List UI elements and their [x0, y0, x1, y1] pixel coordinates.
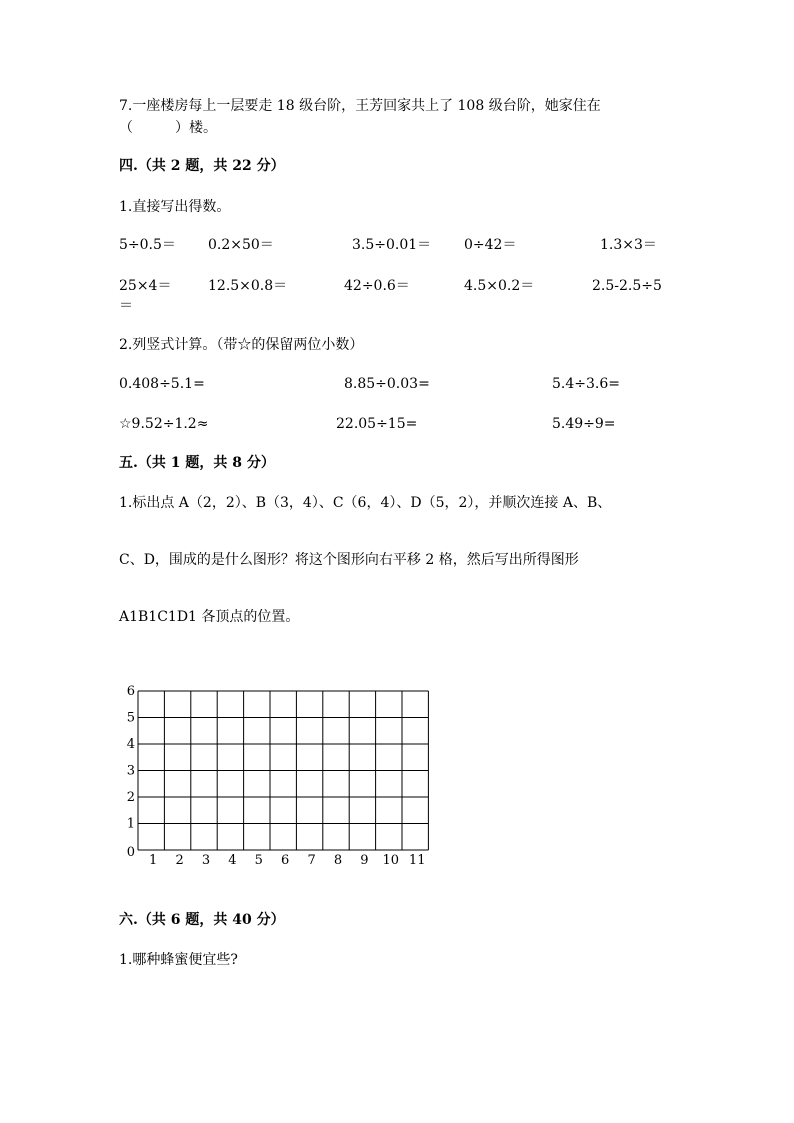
section4-title: 四.（共 2 题，共 22 分） [119, 158, 285, 174]
calc-item: 4.5×0.2＝ [464, 278, 535, 294]
section5-q1-line2: C、D，围成的是什么图形？将这个图形向右平移 2 格，然后写出所得图形 [119, 552, 579, 568]
y-axis-tick-label: 0 [126, 845, 135, 860]
vertical-calc-item: 5.49÷9= [552, 416, 616, 432]
calc-item: 0.2×50＝ [208, 237, 274, 253]
section4-q2-title: 2.列竖式计算。（带☆的保留两位小数） [119, 337, 364, 353]
y-axis-tick-label: 2 [126, 790, 135, 805]
calc-item: 2.5-2.5÷5 [592, 278, 662, 294]
vertical-calc-item: ☆9.52÷1.2≈ [119, 416, 209, 432]
y-axis-tick-label: 6 [126, 684, 135, 699]
x-axis-tick-label: 8 [333, 853, 343, 868]
vertical-calc-item: 8.85÷0.03= [344, 376, 430, 392]
calc-item: 0÷42＝ [464, 237, 517, 253]
y-axis-tick-label: 5 [126, 710, 135, 726]
x-axis-tick-label: 7 [307, 853, 316, 868]
x-axis-tick-label: 3 [201, 853, 211, 868]
calc-item: 42÷0.6＝ [344, 278, 410, 294]
vertical-calc-item: 0.408÷5.1= [119, 376, 205, 392]
section6-title: 六.（共 6 题，共 40 分） [119, 912, 285, 928]
section5-title: 五.（共 1 题，共 8 分） [119, 455, 275, 471]
calc-item-wrap: ＝ [119, 298, 133, 314]
calc-item: 12.5×0.8＝ [208, 278, 288, 294]
x-axis-tick-label: 5 [254, 853, 263, 868]
section6-q1: 1.哪种蜂蜜便宜些? [119, 952, 238, 968]
x-axis-tick-label: 4 [228, 853, 237, 868]
x-axis-tick-label: 6 [281, 853, 290, 868]
y-axis-tick-label: 4 [126, 737, 135, 752]
x-axis-tick-label: 1 [149, 853, 158, 868]
x-axis-tick-label: 2 [175, 853, 184, 868]
vertical-calc-item: 5.4÷3.6= [552, 376, 620, 392]
section5-q1-line1: 1.标出点 A（2，2）、B（3，4）、C（6，4）、D（5，2），并顺次连接 A、B、 [119, 495, 612, 511]
coordinate-grid [118, 684, 448, 869]
calc-item: 5÷0.5＝ [119, 237, 176, 253]
vertical-calc-item: 22.05÷15= [336, 416, 418, 432]
x-axis-tick-label: 10 [382, 853, 400, 868]
y-axis-tick-label: 3 [126, 763, 135, 779]
q7-line2: （ ）楼。 [119, 120, 217, 136]
calc-item: 3.5÷0.01＝ [352, 237, 432, 253]
x-axis-tick-label: 11 [408, 853, 426, 868]
calc-item: 1.3×3＝ [600, 237, 657, 253]
section4-q1-title: 1.直接写出得数。 [119, 199, 231, 215]
q7-line1: 7.一座楼房每上一层要走 18 级台阶，王芳回家共上了 108 级台阶，她家住在 [119, 98, 601, 114]
y-axis-tick-label: 1 [126, 816, 135, 832]
x-axis-tick-label: 9 [360, 853, 369, 868]
section5-q1-line3: A1B1C1D1 各顶点的位置。 [119, 609, 300, 625]
calc-item: 25×4＝ [119, 278, 172, 294]
